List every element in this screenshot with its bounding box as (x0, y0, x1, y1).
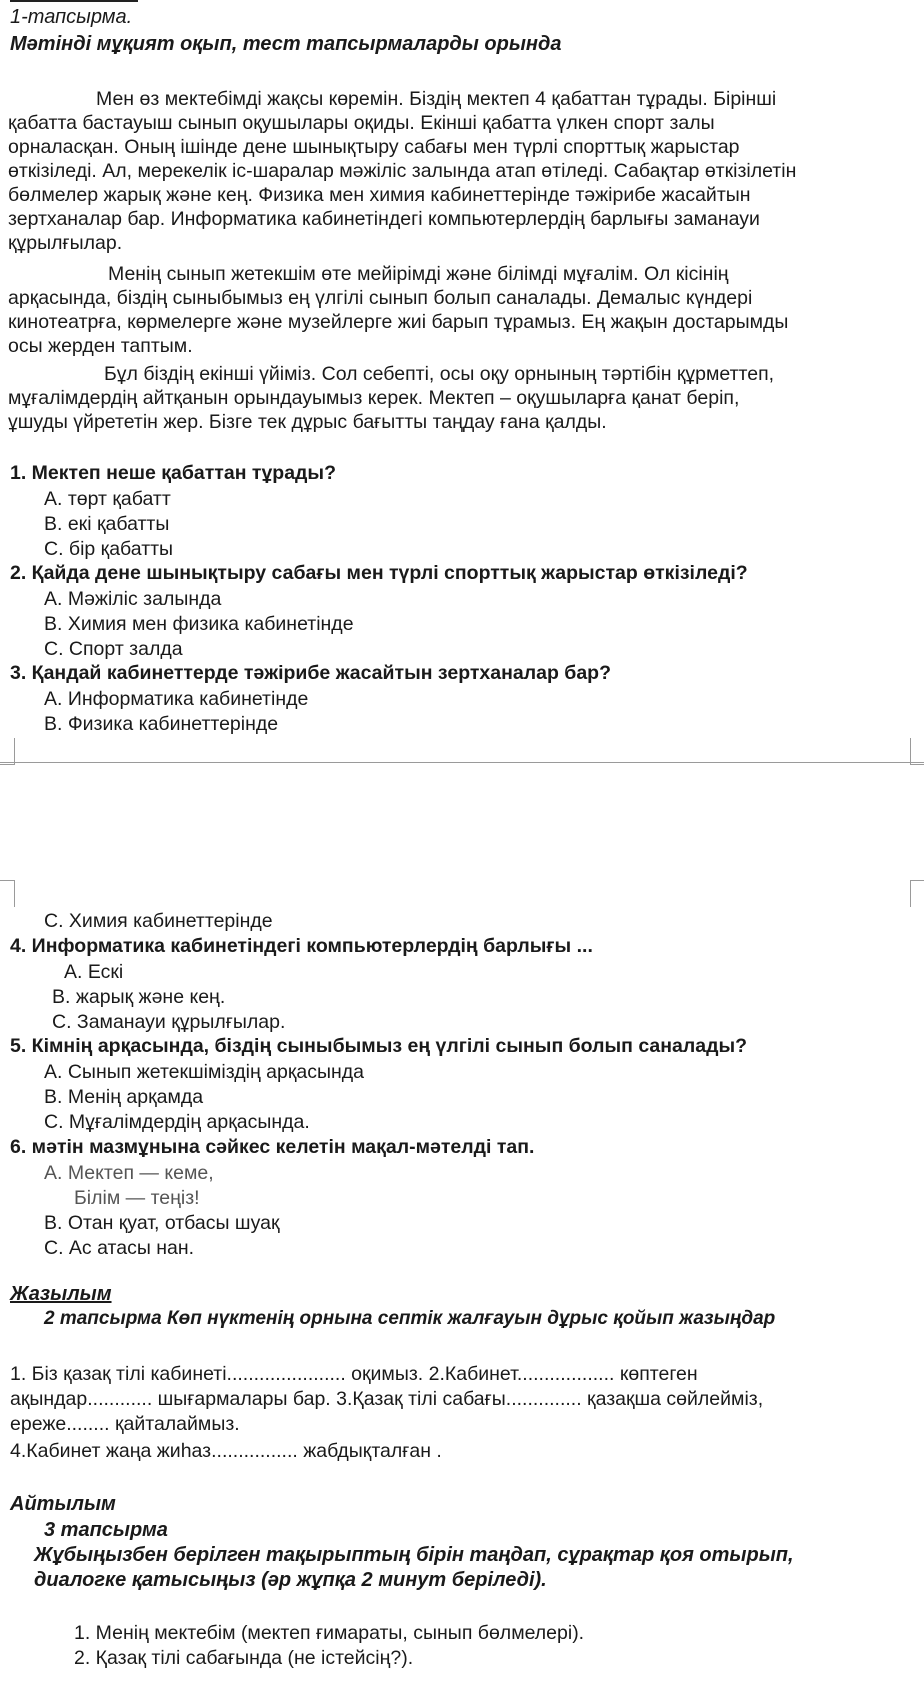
fill-in-line: ереже........ қайталаймыз. (10, 1413, 240, 1435)
passage-line: зертханалар бар. Информатика кабинетіндегі компьютерлердің барлығы заманауи (8, 208, 760, 230)
option: B. Химия мен физика кабинетінде (44, 613, 354, 635)
passage-line: өткізіледі. Ал, мерекелік іс-шаралар мәжіліс залында атап өтіледі. Сабақтар өткізілетін (8, 160, 797, 182)
page-break-line (0, 762, 924, 763)
passage-line: ұшуды үйрететін жер. Бізге тек дұрыс бағытты таңдау ғана қалды. (8, 411, 607, 433)
page-corner-mark (910, 738, 924, 765)
passage-line: Бұл біздің екінші үйіміз. Сол себепті, осы оқу орнының тәртібін құрметтеп, (104, 363, 775, 385)
task2-title: 2 тапсырма Көп нүктенің орнына септік жалғауын дұрыс қойып жазыңдар (44, 1308, 776, 1329)
question-2: 2. Қайда дене шынықтыру сабағы мен түрлі спорттық жарыстар өткізіледі? (10, 562, 748, 584)
passage-line: Менің сынып жетекшім өте мейірімді және білімді мұғалім. Ол кісінің (108, 263, 729, 285)
task1-title: 1-тапсырма. (10, 6, 133, 28)
option: B. жарық және кең. (52, 986, 226, 1008)
passage-line: осы жерден таптым. (8, 335, 193, 357)
task2-heading: Жазылым (10, 1283, 112, 1305)
passage-line: кинотеатрға, көрмелерге және музейлерге жиі барып тұрамыз. Ең жақын достарымды (8, 311, 789, 333)
passage-line: арқасында, біздің сыныбымыз ең үлгілі сынып болып саналады. Демалыс күндері (8, 287, 753, 309)
question-3: 3. Қандай кабинеттерде тәжірибе жасайтын зертханалар бар? (10, 662, 611, 684)
task1-instruction: Мәтінді мұқият оқып, тест тапсырмаларды орында (10, 33, 562, 55)
option: B. Физика кабинеттерінде (44, 713, 279, 735)
option: C. Химия кабинеттерінде (44, 910, 273, 932)
option: C. бір қабатты (44, 538, 174, 560)
fill-in-line: 4.Кабинет жаңа жиһаз................ жабдықталған . (10, 1440, 442, 1462)
question-4: 4. Информатика кабинетіндегі компьютерлердің барлығы ... (10, 935, 593, 957)
option: C. Заманауи құрылғылар. (52, 1011, 286, 1033)
top-rule (10, 0, 138, 2)
option: B. екі қабатты (44, 513, 170, 535)
option: Білім — теңіз! (74, 1187, 200, 1209)
option: A. Сынып жетекшіміздің арқасында (44, 1061, 364, 1083)
fill-in-line: ақындар............ шығармалары бар. 3.Қазақ тілі сабағы.............. қазақша сөйлейміз, (10, 1388, 764, 1410)
question-5: 5. Кімнің арқасында, біздің сыныбымыз ең үлгілі сынып болып саналады? (10, 1035, 748, 1057)
passage-line: Мен өз мектебімді жақсы көремін. Біздің мектеп 4 қабаттан тұрады. Бірінші (96, 88, 777, 110)
option: A. Мектеп — кеме, (44, 1162, 214, 1184)
page-corner-mark (0, 880, 15, 907)
option: B. Отан қуат, отбасы шуақ (44, 1212, 280, 1234)
passage-line: мұғалімдердің айтқанын орындауымыз керек. Мектеп – оқушыларға қанат беріп, (8, 387, 740, 409)
option: B. Менің арқамда (44, 1086, 204, 1108)
option: A. Ескі (64, 961, 124, 983)
task3-heading: Айтылым (10, 1493, 116, 1515)
page-corner-mark (910, 880, 924, 907)
option: A. төрт қабатт (44, 488, 171, 510)
page-corner-mark (0, 738, 15, 765)
task3-title: 3 тапсырма (44, 1519, 168, 1541)
option: C. Мұғалімдердің арқасында. (44, 1111, 310, 1133)
passage-line: орналасқан. Оның ішінде дене шынықтыру сабағы мен түрлі спорттық жарыстар (8, 136, 740, 158)
topic-item: 1. Менің мектебім (мектеп ғимараты, сынып бөлмелері). (74, 1622, 585, 1644)
question-6: 6. мәтін мазмұнына сәйкес келетін мақал-мәтелді тап. (10, 1136, 535, 1158)
fill-in-line: 1. Біз қазақ тілі кабинеті...................... оқимыз. 2.Кабинет.................. көптеген (10, 1363, 698, 1385)
option: C. Ас атасы нан. (44, 1237, 195, 1259)
option: A. Мәжіліс залында (44, 588, 222, 610)
task3-instruction-line: диалогке қатысыңыз (әр жұпқа 2 минут беріледі). (34, 1569, 547, 1591)
passage-line: құрылғылар. (8, 232, 123, 254)
option: A. Информатика кабинетінде (44, 688, 309, 710)
task3-instruction-line: Жұбыңызбен берілген тақырыптың бірін таңдап, сұрақтар қоя отырып, (34, 1544, 794, 1566)
option: C. Спорт залда (44, 638, 183, 660)
passage-line: қабатта бастауыш сынып оқушылары оқиды. Екінші қабатта үлкен спорт залы (8, 112, 715, 134)
question-1: 1. Мектеп неше қабаттан тұрады? (10, 462, 336, 484)
topic-item: 2. Қазақ тілі сабағында (не істейсің?). (74, 1647, 414, 1669)
passage-line: бөлмелер жарық және кең. Физика мен химия кабинеттерінде тәжірибе жасайтын (8, 184, 751, 206)
